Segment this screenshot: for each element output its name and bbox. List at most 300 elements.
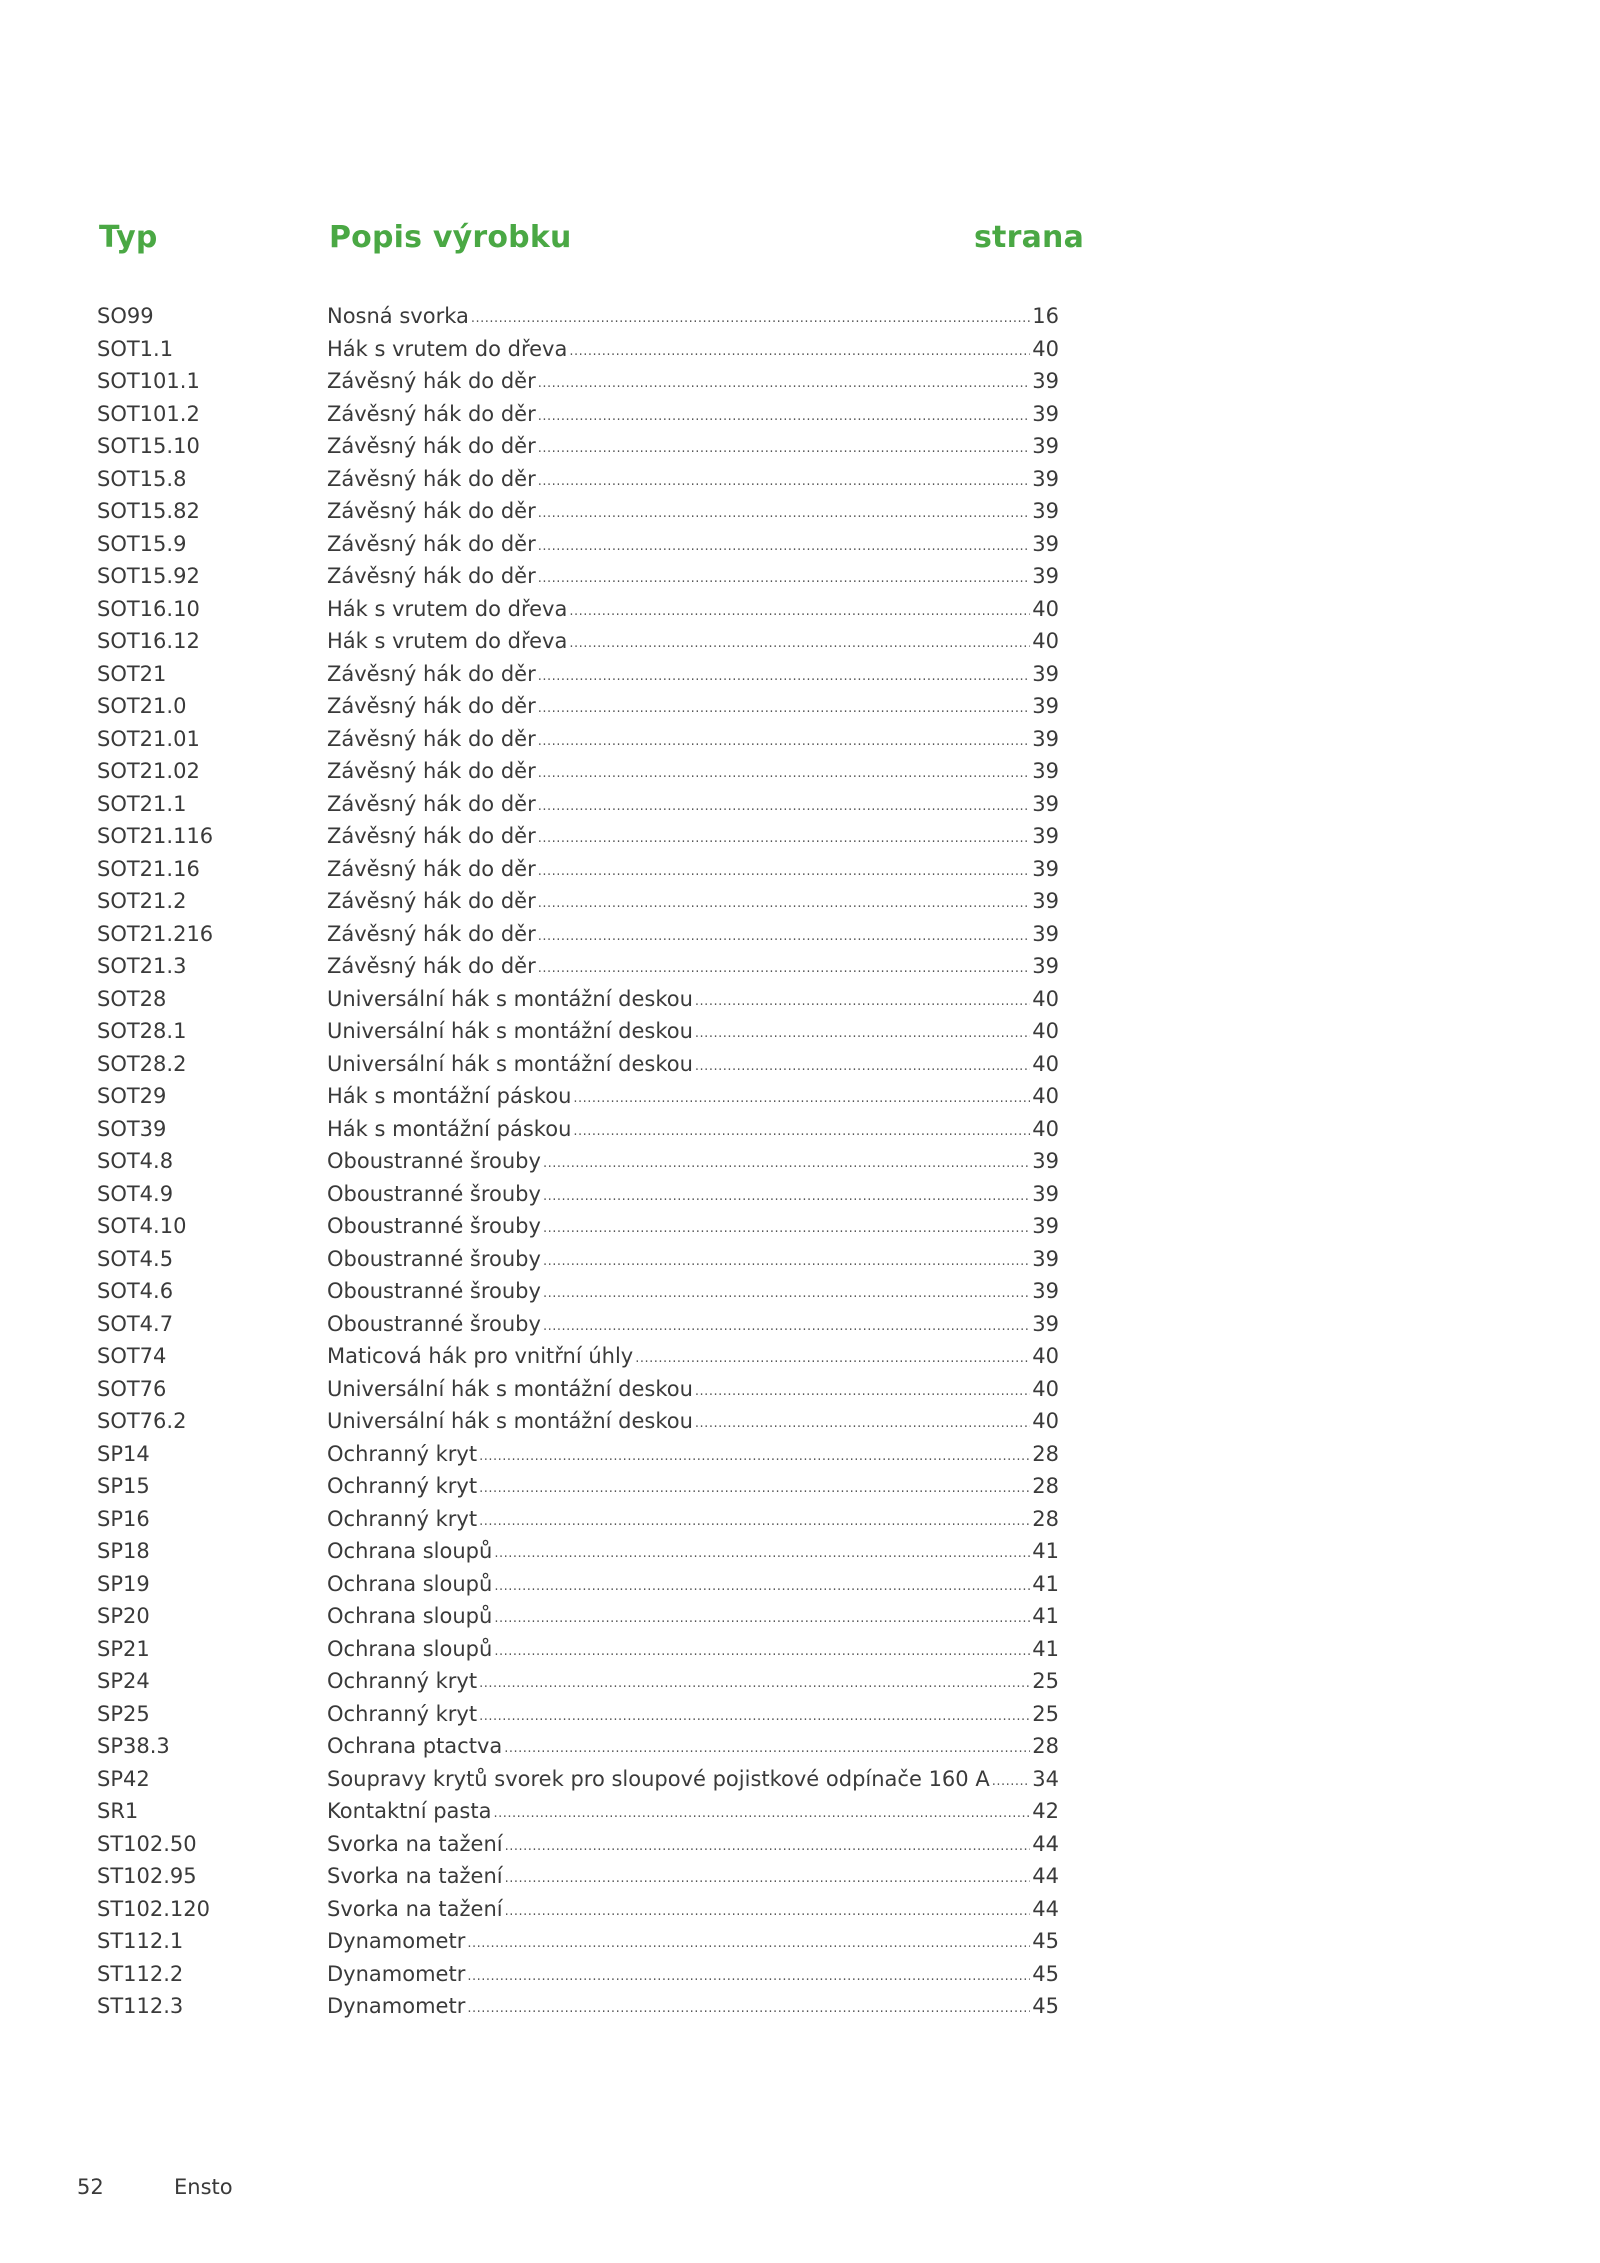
product-description: Soupravy krytů svorek pro sloupové pojistkové odpínače 160 A — [327, 1766, 990, 1791]
description-leader — [327, 495, 1059, 532]
product-description: Závěsný hák do děr — [327, 824, 536, 848]
list-item — [0, 593, 1600, 626]
column-header-description: Popis výrobku — [329, 220, 572, 255]
list-item — [0, 1470, 1600, 1503]
page-number: 40 — [1032, 1116, 1059, 1141]
product-description: Závěsný hák do děr — [327, 499, 536, 523]
dot-leader — [695, 1018, 1030, 1051]
description-leader — [327, 658, 1059, 695]
dot-leader — [467, 1993, 1030, 2026]
product-type: SOT74 — [97, 1344, 167, 1368]
dot-leader — [479, 1473, 1030, 1506]
page-number: 40 — [1032, 336, 1059, 361]
product-index-list — [0, 300, 1600, 2023]
description-leader — [327, 593, 1059, 630]
description-leader — [327, 1373, 1059, 1410]
page-number: 40 — [1032, 986, 1059, 1011]
page-number: 39 — [1032, 369, 1059, 393]
product-description: Ochranný kryt — [327, 1669, 478, 1693]
list-item — [0, 1925, 1600, 1958]
page-footer — [0, 2175, 1600, 2205]
product-type: SOT1.1 — [97, 336, 174, 361]
dot-leader — [543, 1213, 1030, 1246]
description-leader — [327, 1990, 1059, 2027]
dot-leader — [695, 1376, 1030, 1409]
list-item — [0, 430, 1600, 463]
page-number: 40 — [1032, 1409, 1059, 1433]
dot-leader — [538, 856, 1031, 889]
page-number: 39 — [1032, 434, 1059, 458]
list-item — [0, 853, 1600, 886]
description-leader — [327, 983, 1059, 1020]
product-type: SOT101.2 — [97, 401, 200, 426]
list-item — [0, 950, 1600, 983]
product-description: Hák s montážní páskou — [327, 1084, 572, 1108]
description-leader — [327, 1958, 1059, 1995]
footer-page-number: 52 — [77, 2175, 104, 2199]
page-number: 39 — [1032, 661, 1059, 686]
product-type: ST112.3 — [97, 1994, 184, 2018]
dot-leader — [538, 921, 1031, 954]
page-number: 39 — [1032, 889, 1059, 913]
description-leader — [327, 1015, 1059, 1052]
index-header — [0, 220, 1600, 260]
product-description: Závěsný hák do děr — [327, 369, 536, 393]
dot-leader — [573, 1116, 1030, 1149]
list-item — [0, 1535, 1600, 1568]
dot-leader — [538, 498, 1031, 531]
product-type: SOT21 — [97, 661, 167, 686]
dot-leader — [538, 433, 1031, 466]
product-type: SOT21.1 — [97, 791, 187, 816]
description-leader — [327, 1340, 1059, 1377]
product-description: Universální hák s montážní deskou — [327, 1409, 693, 1433]
list-item — [0, 1698, 1600, 1731]
description-leader — [327, 1730, 1059, 1767]
product-type: SOT39 — [97, 1116, 167, 1141]
list-item — [0, 1015, 1600, 1048]
list-item — [0, 1145, 1600, 1178]
page-number: 39 — [1032, 791, 1059, 816]
page-number: 39 — [1032, 1149, 1059, 1173]
dot-leader — [538, 401, 1031, 434]
product-description: Závěsný hák do děr — [327, 889, 536, 913]
product-description: Universální hák s montážní deskou — [327, 1376, 693, 1401]
product-description: Hák s montážní páskou — [327, 1116, 572, 1141]
description-leader — [327, 300, 1059, 337]
product-type: SOT4.5 — [97, 1246, 174, 1271]
description-leader — [327, 1210, 1059, 1247]
product-type: SOT4.9 — [97, 1181, 174, 1206]
product-type: SOT4.6 — [97, 1279, 174, 1303]
product-description: Ochranný kryt — [327, 1441, 478, 1466]
list-item — [0, 1308, 1600, 1341]
product-description: Závěsný hák do děr — [327, 466, 536, 491]
product-type: ST102.50 — [97, 1831, 197, 1856]
list-item — [0, 788, 1600, 821]
description-leader — [327, 1600, 1059, 1637]
description-leader — [327, 918, 1059, 955]
product-description: Ochranný kryt — [327, 1474, 478, 1498]
page-number: 45 — [1032, 1961, 1059, 1986]
description-leader — [327, 1535, 1059, 1572]
dot-leader — [505, 1831, 1031, 1864]
description-leader — [327, 1828, 1059, 1865]
dot-leader — [494, 1571, 1030, 1604]
product-description: Závěsný hák do děr — [327, 434, 536, 458]
dot-leader — [569, 596, 1030, 629]
list-item — [0, 1113, 1600, 1146]
product-type: SOT28 — [97, 986, 167, 1011]
description-leader — [327, 1763, 1059, 1800]
list-item — [0, 398, 1600, 431]
product-description: Kontaktní pasta — [327, 1799, 492, 1823]
product-type: SP18 — [97, 1539, 150, 1563]
list-item — [0, 755, 1600, 788]
list-item — [0, 365, 1600, 398]
description-leader — [327, 1860, 1059, 1897]
description-leader — [327, 463, 1059, 500]
list-item — [0, 463, 1600, 496]
column-header-page: strana — [974, 220, 1085, 255]
product-type: SOT21.01 — [97, 726, 200, 751]
page-number: 39 — [1032, 564, 1059, 588]
description-leader — [327, 398, 1059, 435]
list-item — [0, 1828, 1600, 1861]
list-item — [0, 300, 1600, 333]
product-type: SP19 — [97, 1571, 150, 1596]
page-number: 39 — [1032, 1279, 1059, 1303]
dot-leader — [695, 1408, 1030, 1441]
dot-leader — [538, 953, 1031, 986]
dot-leader — [538, 823, 1031, 856]
dot-leader — [479, 1668, 1030, 1701]
description-leader — [327, 1925, 1059, 1962]
product-description: Ochrana sloupů — [327, 1539, 493, 1563]
list-item — [0, 1503, 1600, 1536]
page-number: 41 — [1032, 1604, 1059, 1628]
product-type: SOT21.16 — [97, 856, 200, 881]
dot-leader — [493, 1798, 1030, 1831]
dot-leader — [992, 1766, 1031, 1799]
product-description: Závěsný hák do děr — [327, 856, 536, 881]
product-description: Maticová hák pro vnitřní úhly — [327, 1344, 634, 1368]
page-number: 41 — [1032, 1571, 1059, 1596]
dot-leader — [505, 1863, 1031, 1896]
list-item — [0, 560, 1600, 593]
product-description: Universální hák s montážní deskou — [327, 986, 693, 1011]
description-leader — [327, 690, 1059, 727]
product-type: SOT16.10 — [97, 596, 200, 621]
product-description: Ochranný kryt — [327, 1701, 478, 1726]
dot-leader — [467, 1961, 1030, 1994]
list-item — [0, 658, 1600, 691]
page-number: 40 — [1032, 629, 1059, 653]
dot-leader — [505, 1896, 1031, 1929]
product-description: Hák s vrutem do dřeva — [327, 596, 568, 621]
product-description: Závěsný hák do děr — [327, 531, 536, 556]
product-description: Svorka na tažení — [327, 1831, 503, 1856]
page-number: 28 — [1032, 1734, 1059, 1758]
product-type: SOT15.9 — [97, 531, 187, 556]
product-type: SOT4.7 — [97, 1311, 174, 1336]
product-description: Dynamometr — [327, 1929, 466, 1953]
product-type: SOT101.1 — [97, 369, 200, 393]
product-type: SP24 — [97, 1669, 150, 1693]
page-number: 39 — [1032, 499, 1059, 523]
product-description: Oboustranné šrouby — [327, 1149, 541, 1173]
list-item — [0, 1665, 1600, 1698]
product-type: SP14 — [97, 1441, 150, 1466]
dot-leader — [538, 661, 1031, 694]
product-description: Nosná svorka — [327, 304, 469, 328]
dot-leader — [494, 1603, 1030, 1636]
list-item — [0, 1210, 1600, 1243]
product-description: Ochranný kryt — [327, 1506, 478, 1531]
description-leader — [327, 1698, 1059, 1735]
dot-leader — [538, 693, 1031, 726]
list-item — [0, 625, 1600, 658]
dot-leader — [504, 1733, 1030, 1766]
list-item — [0, 918, 1600, 951]
product-type: SOT15.8 — [97, 466, 187, 491]
page-number: 39 — [1032, 1311, 1059, 1336]
dot-leader — [543, 1278, 1030, 1311]
page-number: 39 — [1032, 1246, 1059, 1271]
dot-leader — [538, 466, 1031, 499]
page-number: 40 — [1032, 1376, 1059, 1401]
description-leader — [327, 1243, 1059, 1280]
product-description: Závěsný hák do děr — [327, 564, 536, 588]
description-leader — [327, 1405, 1059, 1442]
page-number: 44 — [1032, 1864, 1059, 1888]
product-type: SOT4.8 — [97, 1149, 174, 1173]
page-number: 44 — [1032, 1831, 1059, 1856]
description-leader — [327, 1893, 1059, 1930]
description-leader — [327, 1308, 1059, 1345]
dot-leader — [543, 1148, 1030, 1181]
product-description: Universální hák s montážní deskou — [327, 1051, 693, 1076]
page-number: 39 — [1032, 401, 1059, 426]
product-type: SOT16.12 — [97, 629, 200, 653]
product-type: SP25 — [97, 1701, 150, 1726]
page-number: 34 — [1032, 1766, 1059, 1791]
list-item — [0, 1568, 1600, 1601]
list-item — [0, 1763, 1600, 1796]
product-description: Ochrana sloupů — [327, 1604, 493, 1628]
page-number: 39 — [1032, 726, 1059, 751]
dot-leader — [569, 336, 1030, 369]
dot-leader — [538, 368, 1031, 401]
product-type: SR1 — [97, 1799, 139, 1823]
description-leader — [327, 528, 1059, 565]
page-number: 39 — [1032, 466, 1059, 491]
description-leader — [327, 333, 1059, 370]
product-description: Ochrana sloupů — [327, 1636, 493, 1661]
page-number: 45 — [1032, 1929, 1059, 1953]
description-leader — [327, 1438, 1059, 1475]
product-description: Závěsný hák do děr — [327, 954, 536, 978]
product-type: SP15 — [97, 1474, 150, 1498]
product-description: Oboustranné šrouby — [327, 1214, 541, 1238]
page-number: 39 — [1032, 531, 1059, 556]
list-item — [0, 1080, 1600, 1113]
page-number: 44 — [1032, 1896, 1059, 1921]
product-description: Závěsný hák do děr — [327, 661, 536, 686]
list-item — [0, 1893, 1600, 1926]
page-number: 41 — [1032, 1636, 1059, 1661]
page-number: 41 — [1032, 1539, 1059, 1563]
list-item — [0, 820, 1600, 853]
description-leader — [327, 1113, 1059, 1150]
page-number: 28 — [1032, 1474, 1059, 1498]
page-number: 40 — [1032, 1084, 1059, 1108]
dot-leader — [538, 758, 1031, 791]
product-description: Dynamometr — [327, 1961, 466, 1986]
description-leader — [327, 820, 1059, 857]
product-type: SOT21.3 — [97, 954, 187, 978]
column-header-type: Typ — [99, 220, 158, 255]
page-number: 39 — [1032, 694, 1059, 718]
product-type: ST112.2 — [97, 1961, 184, 1986]
product-type: SOT76.2 — [97, 1409, 187, 1433]
list-item — [0, 983, 1600, 1016]
page-number: 28 — [1032, 1506, 1059, 1531]
dot-leader — [494, 1538, 1030, 1571]
product-type: SP16 — [97, 1506, 150, 1531]
list-item — [0, 1958, 1600, 1991]
dot-leader — [471, 303, 1030, 336]
product-type: SOT15.10 — [97, 434, 200, 458]
product-type: SOT15.92 — [97, 564, 200, 588]
list-item — [0, 1633, 1600, 1666]
product-type: SOT21.02 — [97, 759, 200, 783]
product-type: SP42 — [97, 1766, 150, 1791]
product-type: SP20 — [97, 1604, 150, 1628]
dot-leader — [538, 563, 1031, 596]
product-description: Oboustranné šrouby — [327, 1246, 541, 1271]
description-leader — [327, 853, 1059, 890]
product-description: Závěsný hák do děr — [327, 921, 536, 946]
list-item — [0, 723, 1600, 756]
footer-brand: Ensto — [174, 2175, 233, 2199]
page-number: 28 — [1032, 1441, 1059, 1466]
description-leader — [327, 1633, 1059, 1670]
page-number: 42 — [1032, 1799, 1059, 1823]
description-leader — [327, 885, 1059, 922]
product-type: ST102.95 — [97, 1864, 197, 1888]
description-leader — [327, 430, 1059, 467]
product-description: Oboustranné šrouby — [327, 1181, 541, 1206]
list-item — [0, 690, 1600, 723]
list-item — [0, 1405, 1600, 1438]
page-number: 39 — [1032, 954, 1059, 978]
product-description: Svorka na tažení — [327, 1896, 503, 1921]
product-description: Dynamometr — [327, 1994, 466, 2018]
product-description: Hák s vrutem do dřeva — [327, 336, 568, 361]
dot-leader — [479, 1701, 1030, 1734]
product-description: Závěsný hák do děr — [327, 791, 536, 816]
page-number: 45 — [1032, 1994, 1059, 2018]
description-leader — [327, 755, 1059, 792]
description-leader — [327, 1795, 1059, 1832]
product-type: SOT76 — [97, 1376, 167, 1401]
description-leader — [327, 1470, 1059, 1507]
product-type: SOT4.10 — [97, 1214, 187, 1238]
list-item — [0, 1795, 1600, 1828]
list-item — [0, 1438, 1600, 1471]
product-description: Závěsný hák do děr — [327, 726, 536, 751]
list-item — [0, 1860, 1600, 1893]
product-type: SOT28.2 — [97, 1051, 187, 1076]
page-number: 39 — [1032, 1214, 1059, 1238]
page-number: 40 — [1032, 1019, 1059, 1043]
product-type: SOT15.82 — [97, 499, 200, 523]
page-number: 40 — [1032, 1344, 1059, 1368]
product-type: SO99 — [97, 304, 154, 328]
dot-leader — [538, 888, 1031, 921]
page-number: 39 — [1032, 1181, 1059, 1206]
description-leader — [327, 1178, 1059, 1215]
list-item — [0, 1373, 1600, 1406]
description-leader — [327, 365, 1059, 402]
product-type: SOT28.1 — [97, 1019, 187, 1043]
list-item — [0, 495, 1600, 528]
page-number: 39 — [1032, 759, 1059, 783]
description-leader — [327, 1275, 1059, 1312]
description-leader — [327, 1080, 1059, 1117]
description-leader — [327, 1048, 1059, 1085]
page-number: 40 — [1032, 1051, 1059, 1076]
page-number: 39 — [1032, 856, 1059, 881]
product-type: SOT21.0 — [97, 694, 187, 718]
product-description: Svorka na tažení — [327, 1864, 503, 1888]
product-type: SP21 — [97, 1636, 150, 1661]
product-type: SP38.3 — [97, 1734, 170, 1758]
list-item — [0, 1340, 1600, 1373]
list-item — [0, 1600, 1600, 1633]
page-number: 25 — [1032, 1701, 1059, 1726]
dot-leader — [543, 1246, 1030, 1279]
list-item — [0, 1990, 1600, 2023]
description-leader — [327, 1568, 1059, 1605]
dot-leader — [494, 1636, 1030, 1669]
list-item — [0, 1243, 1600, 1276]
dot-leader — [479, 1441, 1030, 1474]
list-item — [0, 1730, 1600, 1763]
dot-leader — [538, 791, 1031, 824]
product-type: SOT29 — [97, 1084, 167, 1108]
product-description: Ochrana sloupů — [327, 1571, 493, 1596]
dot-leader — [569, 628, 1030, 661]
page-number: 25 — [1032, 1669, 1059, 1693]
description-leader — [327, 723, 1059, 760]
list-item — [0, 885, 1600, 918]
product-description: Universální hák s montážní deskou — [327, 1019, 693, 1043]
dot-leader — [538, 531, 1031, 564]
dot-leader — [573, 1083, 1030, 1116]
product-type: SOT21.116 — [97, 824, 214, 848]
page-number: 40 — [1032, 596, 1059, 621]
description-leader — [327, 788, 1059, 825]
list-item — [0, 333, 1600, 366]
product-description: Závěsný hák do děr — [327, 694, 536, 718]
dot-leader — [467, 1928, 1030, 1961]
product-type: SOT21.2 — [97, 889, 187, 913]
page-number: 39 — [1032, 824, 1059, 848]
dot-leader — [695, 1051, 1030, 1084]
dot-leader — [543, 1181, 1030, 1214]
